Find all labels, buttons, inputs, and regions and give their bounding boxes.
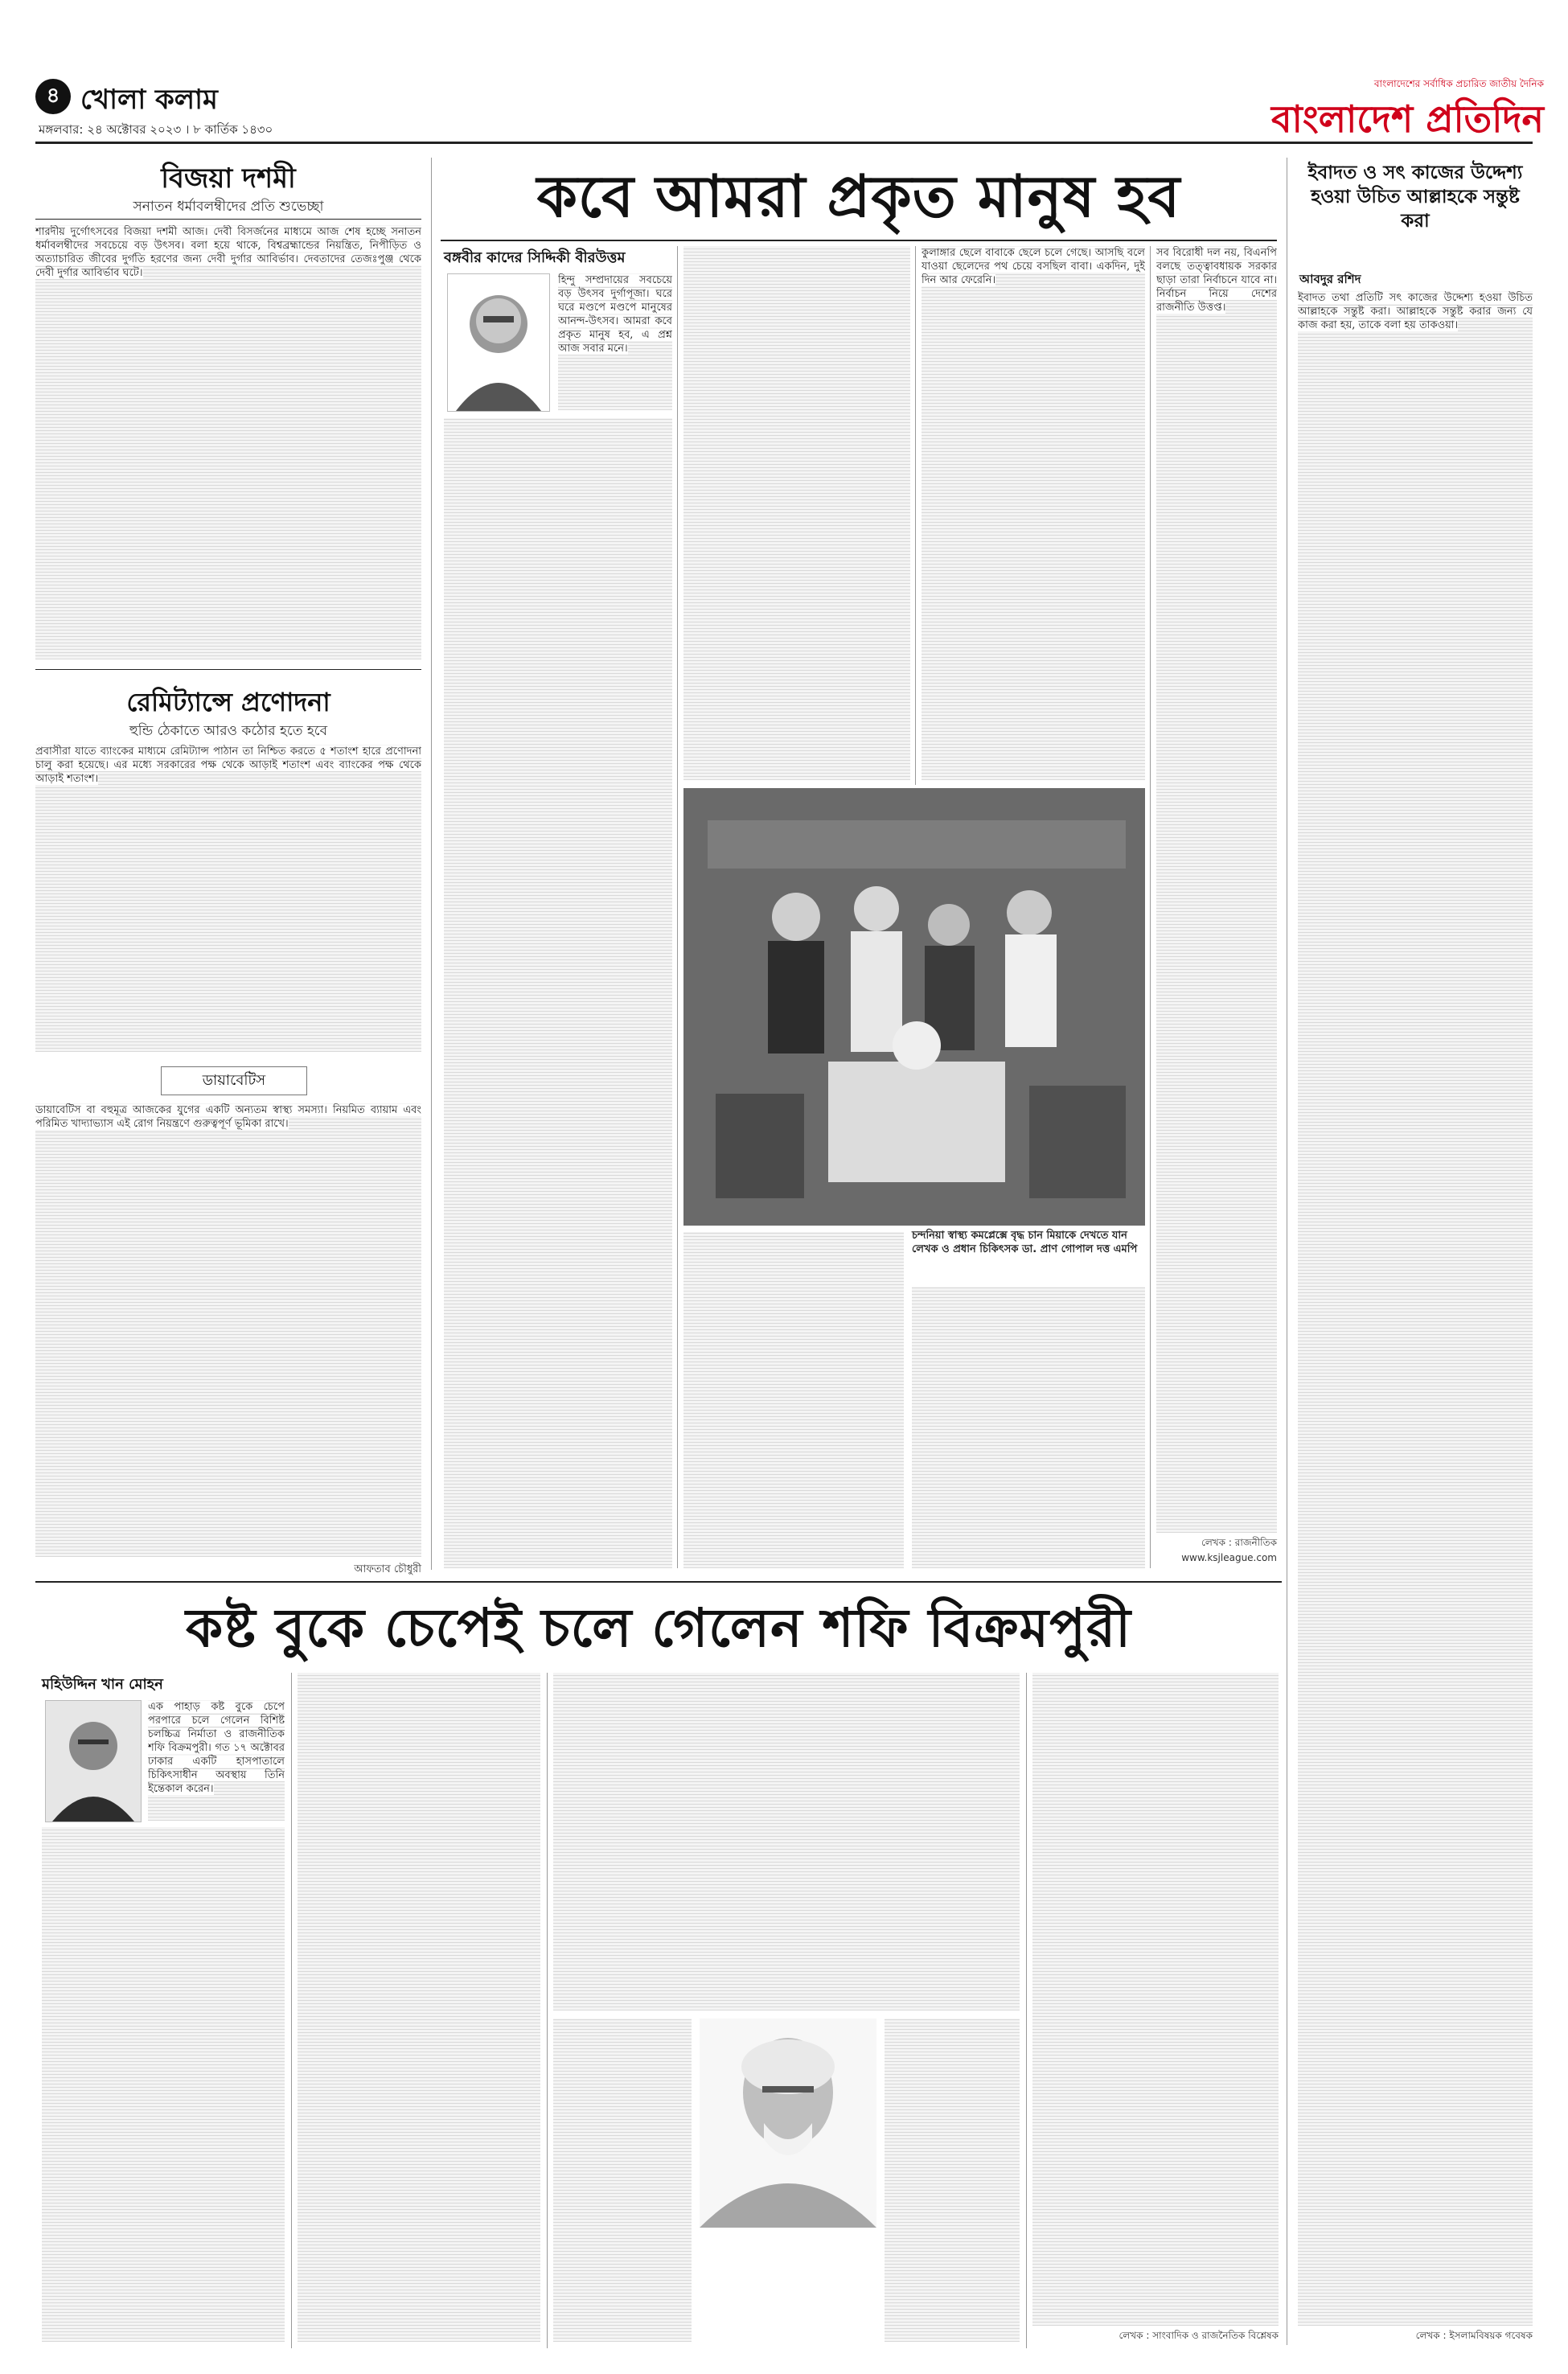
right-article-footer: লেখক : ইসলামবিষয়ক গবেষক xyxy=(1415,2330,1533,2341)
main-website: www.ksjleague.com xyxy=(1181,1552,1277,1563)
main-col3-lower xyxy=(912,1287,1145,1568)
main-col1-lower xyxy=(444,418,672,1568)
page-number: ৪ xyxy=(46,84,60,108)
author-portrait xyxy=(447,273,550,412)
event-photo xyxy=(683,788,1145,1226)
diabetes-box-title xyxy=(161,1066,307,1095)
diabetes-body xyxy=(35,1103,421,1557)
section-title: খোলা কলাম xyxy=(80,84,218,116)
bottom-col2 xyxy=(298,1673,540,2342)
remittance-body-text: প্রবাসীরা যাতে ব্যাংকের মাধ্যমে রেমিট্যান্স পাঠান তা নিশ্চিত করতে ৫ শতাংশ হারে প্রণোদনা চালু করা হয়েছে। এর মধ্যে সরকারের পক্ষ থেকে আড়াই শতাংশ এবং ব্যাংকের পক্ষ থেকে আড়াই শতাংশ। xyxy=(35,745,421,785)
bikrampuri-photo xyxy=(700,2019,876,2228)
bottom-col4 xyxy=(1032,1673,1279,2326)
bijoya-body-text: শারদীয় দুর্গোৎসবের বিজয়া দশমী আজ। দেবী বিসর্জনের মাধ্যমে আজ শেষ হচ্ছে সনাতন ধর্মাবলম্বীদের সবচেয়ে বড় উৎসব। বলা হয়ে থাকে, বিশ্বব্রহ্মান্ডের নিয়ন্ত্রিত, নিপীড়িত ও অত্যাচারিত জীবের দুর্গতি হরণের জন্য দেবী দুর্গার আবির্ভাব। দেবতাদের তেজঃপুঞ্জ থেকে দেবী দুর্গার আবির্ভাব ঘটে। xyxy=(35,226,421,279)
bottom-divider-3 xyxy=(1026,1673,1027,2348)
bottom-author-portrait xyxy=(45,1700,142,1822)
remittance-title: রেমিট্যান্সে প্রণোদনা xyxy=(126,687,330,717)
bikrampuri-photo-icon xyxy=(700,2019,876,2228)
main-headline-rule xyxy=(441,240,1277,241)
main-author: বঙ্গবীর কাদের সিদ্দিকী বীরউত্তম xyxy=(444,249,626,266)
bijoya-rule xyxy=(35,219,421,220)
diabetes-body-text: ডায়াবেটিস বা বহুমূত্র আজকের যুগের একটি অন্যতম স্বাস্থ্য সমস্যা। নিয়মিত ব্যায়াম এবং পরিমিত খাদ্যাভ্যাস এই রোগ নিয়ন্ত্রণে গুরুত্বপূর্ণ ভূমিকা রাখে। xyxy=(35,1104,421,1130)
main-col3-body xyxy=(922,246,1145,780)
bottom-col3-left xyxy=(553,2019,692,2342)
date-line: মঙ্গলবার: ২৪ অক্টোবর ২০২৩ । ৮ কার্তিক ১৪৩০ xyxy=(39,122,273,137)
right-article-body xyxy=(1298,291,1533,2326)
main-headline: কবে আমরা প্রকৃত মানুষ হব xyxy=(536,162,1181,230)
main-col-divider-2 xyxy=(915,246,916,785)
main-col1-text: হিন্দু সম্প্রদায়ের সবচেয়ে বড় উৎসব দুর্গাপূজা। ঘরে ঘরে মণ্ডপে মণ্ডপে মানুষের আনন্দ-উৎসব। আমরা কবে প্রকৃত মানুষ হব, এ প্রশ্ন আজ সবার মনে। xyxy=(558,274,672,355)
brand-logo: বাংলাদেশ প্রতিদিন xyxy=(1270,97,1544,141)
bottom-author-portrait-icon xyxy=(46,1701,141,1822)
bottom-author: মহিউদ্দিন খান মোহন xyxy=(42,1676,163,1693)
remittance-top-rule xyxy=(35,669,421,670)
page-number-badge xyxy=(35,79,71,114)
event-photo-icon xyxy=(683,788,1145,1226)
brand-tagline: বাংলাদেশের সর্বাধিক প্রচারিত জাতীয় দৈনিক xyxy=(1373,78,1544,89)
bottom-col1-top xyxy=(148,1700,285,1821)
bottom-section-rule xyxy=(35,1581,1282,1583)
right-article-text: ইবাদত তথা প্রতিটি সৎ কাজের উদ্দেশ্য হওয়া উচিত আল্লাহকে সন্তুষ্ট করা। আল্লাহকে সন্তুষ্ট করার জন্য যে কাজ করা হয়, তাকে বলা হয় তাকওয়া। xyxy=(1298,292,1533,331)
main-col2-lower xyxy=(683,1232,904,1568)
main-col4-text: সব বিরোধী দল নয়, বিএনপি বলছে তত্ত্বাবধায়ক সরকার ছাড়া তারা নির্বাচনে যাবে না। নির্বাচন নিয়ে দেশের রাজনীতি উত্তপ্ত। xyxy=(1156,247,1277,314)
main-footer: লেখক : রাজনীতিক xyxy=(1201,1537,1277,1548)
diabetes-title: ডায়াবেটিস xyxy=(202,1071,266,1089)
bijoya-subtitle: সনাতন ধর্মাবলম্বীদের প্রতি শুভেচ্ছা xyxy=(133,199,324,215)
bottom-col3-right xyxy=(885,2019,1020,2342)
remittance-body xyxy=(35,745,421,1052)
main-col2-body xyxy=(683,246,910,780)
bottom-headline: কষ্ট বুকে চেপেই চলে গেলেন শফি বিক্রমপুরী xyxy=(185,1596,1132,1659)
main-col-divider-3 xyxy=(1150,246,1151,1568)
bijoya-body xyxy=(35,225,421,659)
bottom-col3-top xyxy=(553,1673,1020,2011)
photo-caption: চন্দনিয়া স্বাস্থ্য কমপ্লেক্সে বৃদ্ধ চান মিয়াকে দেখতে যান লেখক ও প্রধান চিকিৎসক ডা. প্রাণ গোপাল দত্ত এমপি xyxy=(912,1230,1138,1255)
bottom-body-text: এক পাহাড় কষ্ট বুকে চেপে পরপারে চলে গেলেন বিশিষ্ট চলচ্চিত্র নির্মাতা ও রাজনীতিক শফি বিক্রমপুরী। গত ১৭ অক্টোবর ঢাকার একটি হাসপাতালে চিকিৎসাধীন অবস্থায় তিনি ইন্তেকাল করেন। xyxy=(148,1701,285,1795)
main-col1-body xyxy=(558,273,672,410)
left-column-divider xyxy=(431,158,432,1570)
author-portrait-icon xyxy=(448,274,549,411)
masthead-rule xyxy=(35,142,1533,144)
diabetes-author: আফতাব চৌধুরী xyxy=(354,1563,421,1575)
bijoya-title: বিজয়া দশমী xyxy=(161,162,296,195)
right-article-title: ইবাদত ও সৎ কাজের উদ্দেশ্য হওয়া উচিত আল্লাহকে সন্তুষ্ট করা xyxy=(1307,162,1523,232)
right-article-author: আবদুর রশিদ xyxy=(1299,272,1361,286)
bottom-footer: লেখক : সাংবাদিক ও রাজনৈতিক বিশ্লেষক xyxy=(1119,2330,1279,2341)
main-col-divider-1 xyxy=(677,246,678,1568)
main-col3-text: কুলাঙ্গার ছেলে বাবাকে ছেলে চলে গেছে। আসছি বলে যাওয়া ছেলেদের পথ চেয়ে বসছিল বাবা। একদিন, দুই দিন আর ফেরেনি। xyxy=(922,247,1145,286)
main-col4-body xyxy=(1156,246,1277,1533)
bottom-col1 xyxy=(42,1827,285,2342)
bottom-divider-2 xyxy=(547,1673,548,2348)
bottom-divider-1 xyxy=(291,1673,292,2348)
remittance-subtitle: হুন্ডি ঠেকাতে আরও কঠোর হতে হবে xyxy=(129,723,328,739)
